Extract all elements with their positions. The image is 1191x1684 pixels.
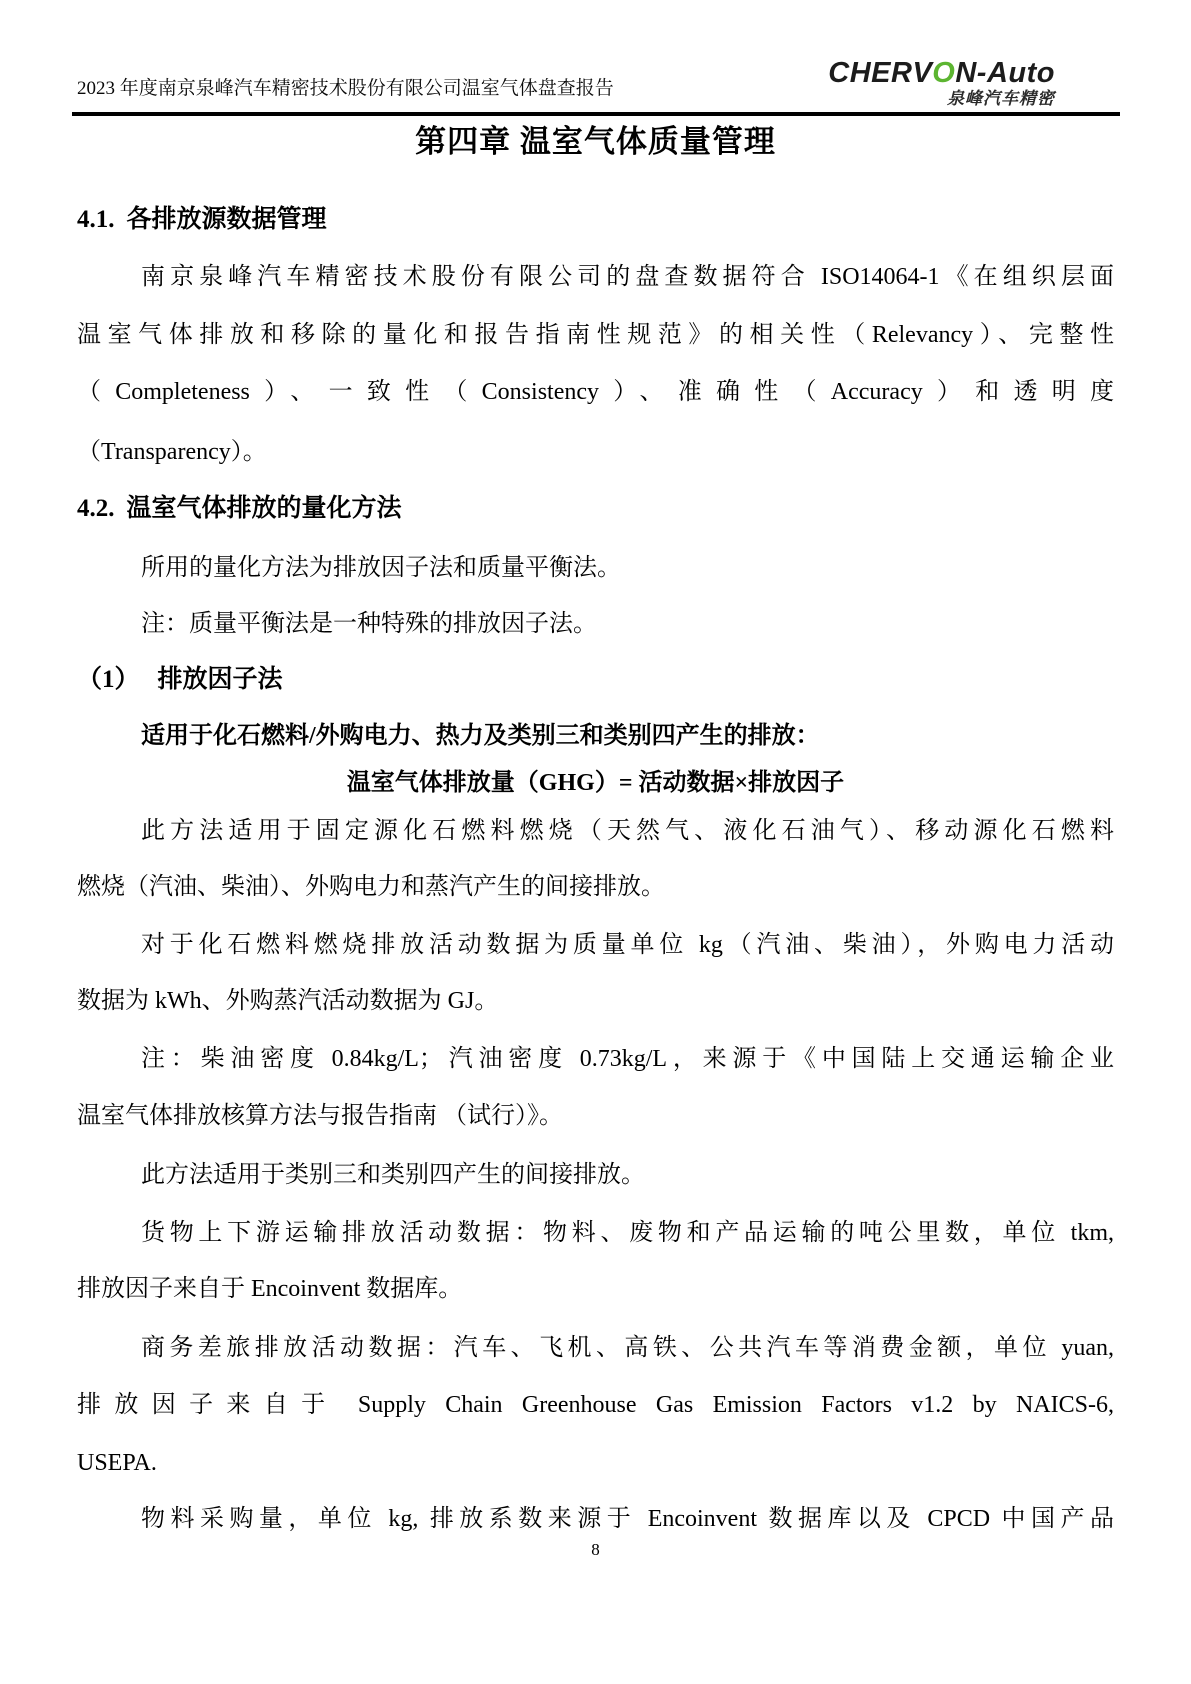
ghg-formula-line: 温室气体排放量（GHG）= 活动数据×排放因子: [346, 770, 845, 796]
paragraph-line: 排放因子来自于 Encoinvent 数据库。: [77, 1276, 463, 1302]
paragraph-line: 南京泉峰汽车精密技术股份有限公司的盘查数据符合 ISO14064-1《在组织层面: [141, 264, 1114, 290]
paragraph-line: （Completeness）、一致性（Consistency）、准确性（Accuracy）和透明度: [77, 379, 1114, 405]
paragraph-line: 此方法适用于固定源化石燃料燃烧（天然气、液化石油气）、移动源化石燃料: [141, 818, 1114, 844]
header-divider: [72, 112, 1120, 116]
list-item-heading-1: [77, 663, 1114, 697]
paragraph-line: 燃烧（汽油、柴油）、外购电力和蒸汽产生的间接排放。: [77, 874, 665, 900]
item-number: （1）: [77, 666, 140, 693]
paragraph-line: 所用的量化方法为排放因子法和质量平衡法。: [141, 555, 621, 581]
paragraph-line: 温室气体排放核算方法与报告指南 （试行）》。: [77, 1103, 563, 1129]
section-heading-4-1: [77, 203, 1114, 237]
paragraph-line: 温室气体排放和移除的量化和报告指南性规范》的相关性（Relevancy）、完整性: [77, 322, 1114, 348]
paragraph-line: 注：质量平衡法是一种特殊的排放因子法。: [141, 611, 597, 637]
section-number: 4.2.: [77, 495, 115, 522]
paragraph-line: 注：柴油密度 0.84kg/L；汽油密度 0.73kg/L，来源于《中国陆上交通运输企业: [141, 1046, 1114, 1072]
logo-subtitle: 泉峰汽车精密: [947, 89, 1055, 108]
paragraph-line: 商务差旅排放活动数据：汽车、飞机、高铁、公共汽车等消费金额，单位 yuan,: [141, 1335, 1114, 1361]
logo-wordmark: [828, 58, 1055, 88]
section-number: 4.1.: [77, 206, 115, 233]
paragraph-line: USEPA.: [77, 1450, 157, 1476]
bold-statement-line: 适用于化石燃料/外购电力、热力及类别三和类别四产生的排放：: [141, 723, 820, 749]
report-header-title: 2023 年度南京泉峰汽车精密技术股份有限公司温室气体盘查报告: [77, 78, 614, 99]
paragraph-line: 此方法适用于类别三和类别四产生的间接排放。: [141, 1162, 645, 1188]
chervon-auto-logo: [828, 58, 1055, 108]
paragraph-line: 数据为 kWh、外购蒸汽活动数据为 GJ。: [77, 988, 499, 1014]
paragraph-line: 对于化石燃料燃烧排放活动数据为质量单位 kg（汽油、柴油），外购电力活动: [141, 932, 1114, 958]
paragraph-line: 排放因子来自于 Supply Chain Greenhouse Gas Emission Factors v1.2 by NAICS-6,: [77, 1392, 1114, 1418]
logo-text-right: N-Auto: [955, 57, 1055, 89]
section-title: 各排放源数据管理: [126, 206, 327, 233]
chapter-title: 第四章 温室气体质量管理: [415, 124, 776, 159]
logo-text-left: CHERV: [828, 57, 933, 89]
section-heading-4-2: [77, 492, 1114, 526]
page-number: 8: [591, 1540, 600, 1559]
paragraph-line: 物料采购量，单位 kg, 排放系数来源于 Encoinvent 数据库以及 CPCD 中国产品: [141, 1506, 1114, 1532]
paragraph-line: 货物上下游运输排放活动数据：物料、废物和产品运输的吨公里数，单位 tkm,: [141, 1220, 1114, 1246]
item-title: 排放因子法: [157, 666, 283, 693]
logo-green-o-icon: O: [932, 57, 956, 89]
paragraph-line: （Transparency）。: [77, 439, 267, 465]
section-title: 温室气体排放的量化方法: [126, 495, 402, 522]
